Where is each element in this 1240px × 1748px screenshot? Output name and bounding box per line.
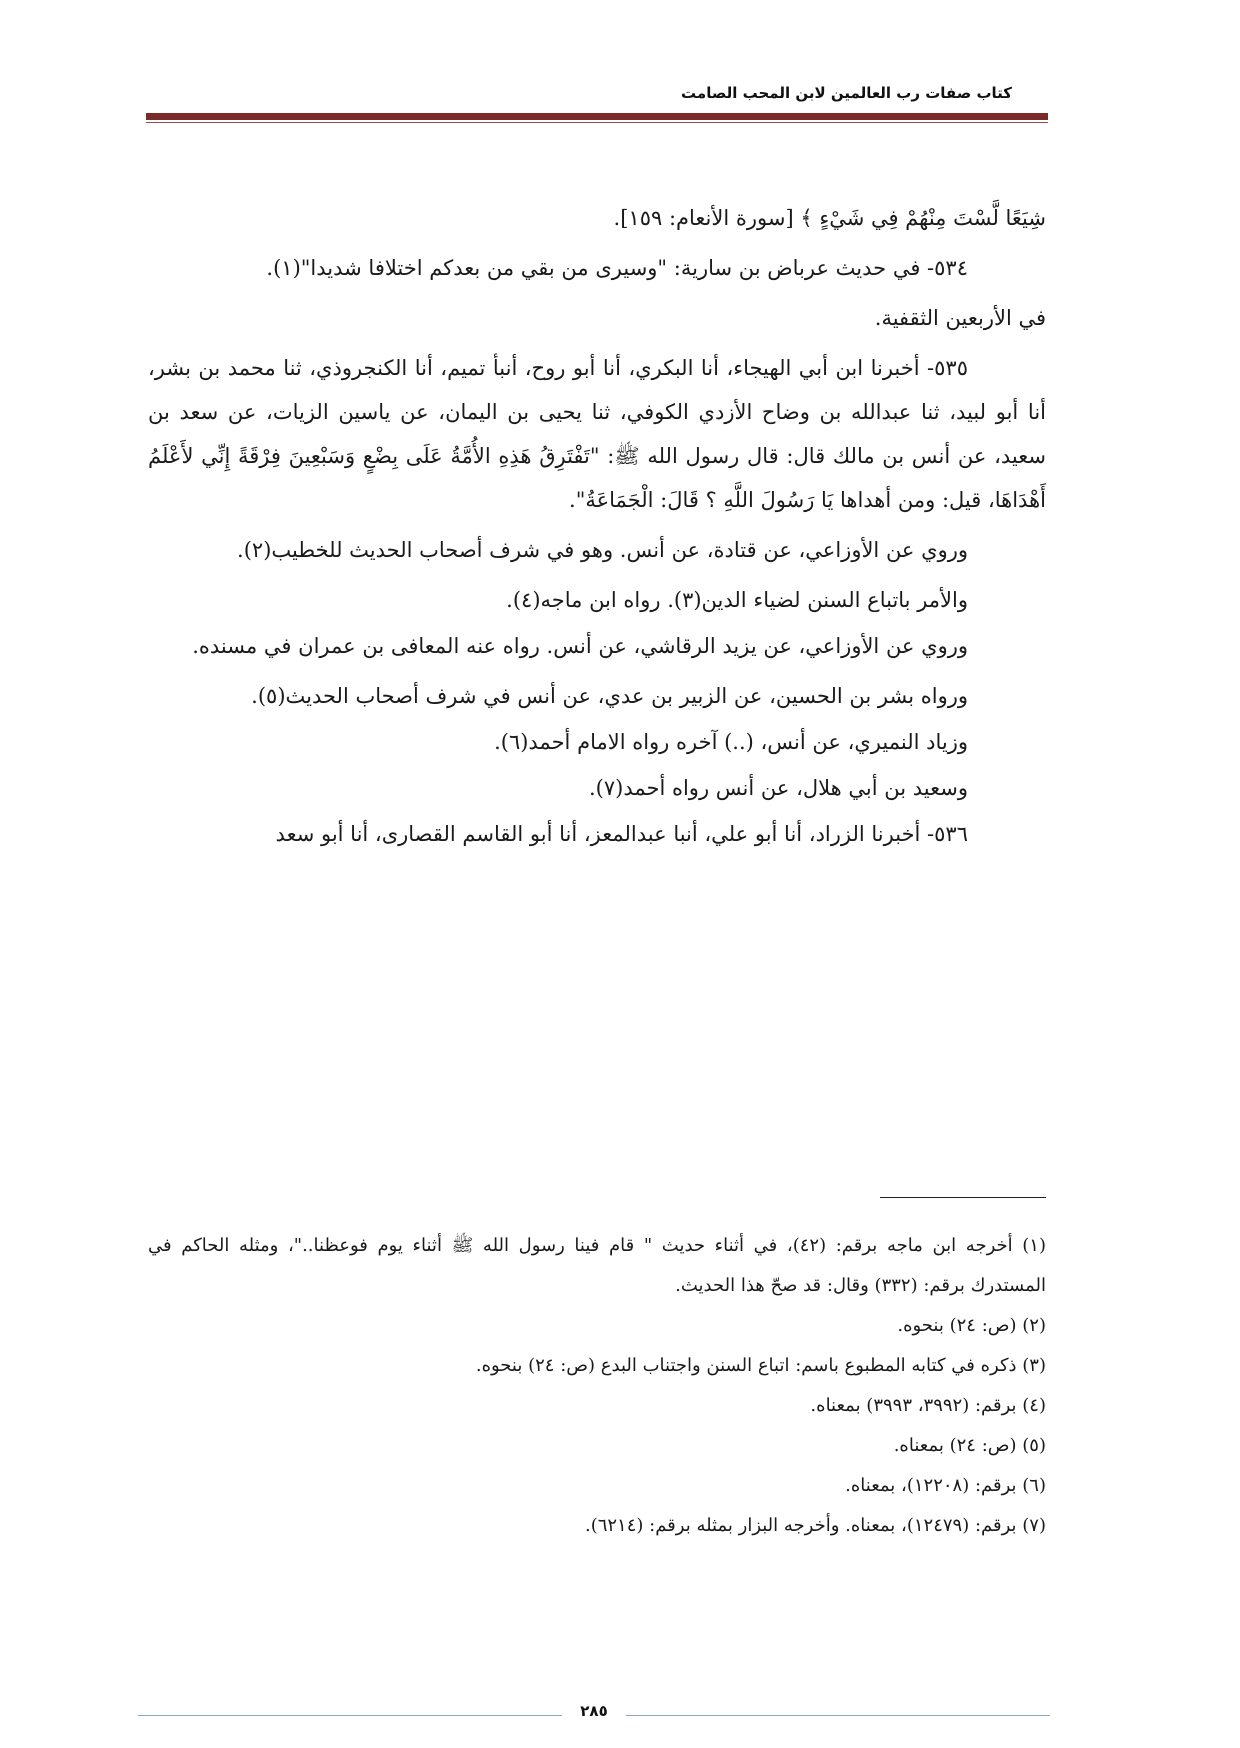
footnote-1: (١) أخرجه ابن ماجه برقم: (٤٢)، في أثناء حديث " قام فينا رسول الله ﷺ أثناء يوم فوعظنا.."، ومثله الحاكم في المستدرك برقم: (٣٣٢) وقال: قد صحّ هذا الحديث. <box>148 1235 1046 1296</box>
running-header-title: كتاب صفات رب العالمين لابن المحب الصامت <box>681 84 1012 102</box>
header-rule-thin <box>146 122 1048 123</box>
footer-rule-right <box>626 1715 1050 1716</box>
footnote-6: (٦) برقم: (١٢٢٠٨)، بمعناه. <box>845 1475 1046 1496</box>
footnote-4: (٤) برقم: (٣٩٩٢، ٣٩٩٣) بمعناه. <box>810 1395 1046 1416</box>
footnotes <box>148 1226 1046 1546</box>
paragraph-ziyad: وزياد النميري، عن أنس، (..) آخره رواه الامام أحمد(٦). <box>494 730 968 754</box>
footnote-3: (٣) ذكره في كتابه المطبوع باسم: اتباع السنن واجتناب البدع (ص: ٢٤) بنحوه. <box>475 1355 1046 1376</box>
paragraph-awzai-qatada: وروي عن الأوزاعي، عن قتادة، عن أنس. وهو في شرف أصحاب الحديث للخطيب(٢). <box>237 538 968 562</box>
paragraph-awzai-raqashi: وروي عن الأوزاعي، عن يزيد الرقاشي، عن أنس. رواه عنه المعافى بن عمران في مسنده. <box>192 634 968 658</box>
footnote-separator <box>880 1197 1046 1198</box>
paragraph-quran-verse-end: شِيَعًا لَّسْتَ مِنْهُمْ فِي شَيْءٍ ﴾ [سورة الأنعام: ١٥٩]. <box>613 206 1046 230</box>
paragraph-hadith-535: ٥٣٥- أخبرنا ابن أبي الهيجاء، أنا البكري، أنا أبو روح، أنبأ تميم، أنا الكنجروذي، ثنا محمد بن بشر، أنا أبو لبيد، ثنا عبدالله بن وضاح الأزدي الكوفي، ثنا يحيى بن اليمان، عن ياسين الزيات، عن سعد بن سعيد، عن أنس بن مالك قال: قال رسول الله ﷺ: "تَفْتَرِقُ هَذِهِ الأُمَّةُ عَلَى بِضْعٍ وَسَبْعِينَ فِرْقَةً إِنِّي لأَعْلَمُ أَهْدَاهَا، قيل: ومن أهداها يَا رَسُولَ اللَّهِ ؟ قَالَ: الْجَمَاعَةُ". <box>148 356 1046 512</box>
paragraph-bishr: ورواه بشر بن الحسين، عن الزبير بن عدي، عن أنس في شرف أصحاب الحديث(٥). <box>251 684 968 708</box>
paragraph-sunan-diya: والأمر باتباع السنن لضياء الدين(٣). رواه ابن ماجه(٤). <box>506 588 968 612</box>
footnote-5: (٥) (ص: ٢٤) بمعناه. <box>893 1435 1046 1456</box>
footer-rule-left <box>138 1715 562 1716</box>
main-text <box>148 196 1046 862</box>
paragraph-hadith-534: ٥٣٤- في حديث عرباض بن سارية: "وسيرى من بقي من بعدكم اختلافا شديدا"(١). <box>266 256 968 280</box>
footnote-7: (٧) برقم: (١٢٤٧٩)، بمعناه. وأخرجه البزار بمثله برقم: (٦٢١٤). <box>584 1515 1046 1536</box>
paragraph-source-note: في الأربعين الثقفية. <box>874 306 1046 330</box>
header-rule <box>146 113 1048 120</box>
page-number: ٢٨٥ <box>580 1702 608 1720</box>
footnote-2: (٢) (ص: ٢٤) بنحوه. <box>897 1315 1046 1336</box>
paragraph-saeed: وسعيد بن أبي هلال، عن أنس رواه أحمد(٧). <box>588 776 968 800</box>
paragraph-hadith-536: ٥٣٦- أخبرنا الزراد، أنا أبو علي، أنبا عبدالمعز، أنا أبو القاسم القصارى، أنا أبو سعد <box>275 822 968 846</box>
